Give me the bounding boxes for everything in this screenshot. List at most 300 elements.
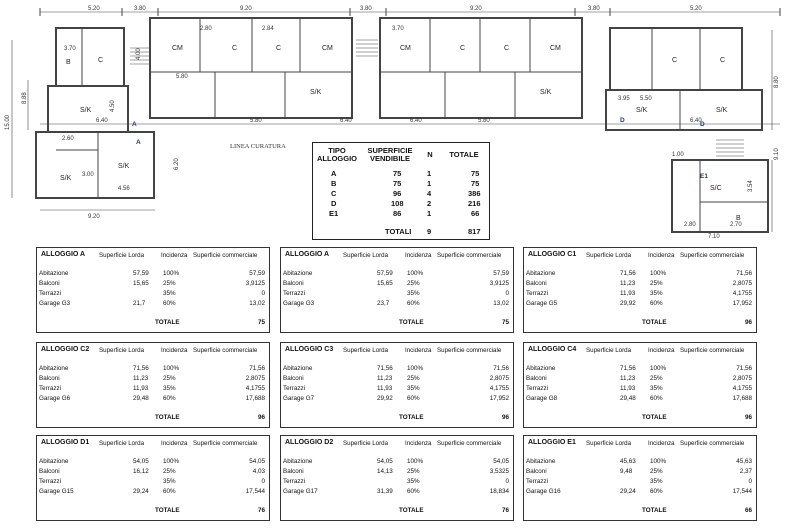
room-label: B xyxy=(66,59,71,66)
row-commerciale: 2,8075 xyxy=(732,280,752,287)
header-superficie-commerciale: Superficie commerciale xyxy=(437,252,502,259)
room-label: CM xyxy=(400,45,411,52)
room-label: CM xyxy=(172,45,183,52)
unit-card-title: ALLOGGIO C3 xyxy=(285,346,334,353)
row-label: Terrazzi xyxy=(39,385,62,392)
unit-card-title: ALLOGGIO D2 xyxy=(285,439,334,446)
dim-small-14: 3.54 xyxy=(748,180,754,192)
header-incidenza: Incidenza xyxy=(405,347,432,354)
summary-table xyxy=(312,142,490,240)
row-commerciale: 13,02 xyxy=(249,300,265,307)
unit-card xyxy=(36,342,270,428)
summary-tipo: D xyxy=(331,199,337,208)
row-label: Terrazzi xyxy=(39,290,62,297)
room-label: S/K xyxy=(80,107,92,114)
row-incidenza: 60% xyxy=(163,395,176,402)
row-incidenza: 100% xyxy=(650,458,667,465)
unit-card-row xyxy=(524,488,756,498)
row-label: Balconi xyxy=(39,468,60,475)
row-commerciale: 2,8075 xyxy=(489,375,509,382)
row-superficie: 11,93 xyxy=(377,385,393,392)
row-incidenza: 25% xyxy=(650,375,663,382)
dim-small-1: 3.70 xyxy=(64,46,76,52)
row-commerciale: 3,5325 xyxy=(489,468,509,475)
row-incidenza: 100% xyxy=(163,458,180,465)
row-commerciale: 54,05 xyxy=(249,458,265,465)
row-superficie: 11,23 xyxy=(377,375,393,382)
row-commerciale: 4,1755 xyxy=(245,385,265,392)
summary-col-n: N xyxy=(427,150,433,159)
row-label: Garage G3 xyxy=(283,300,315,307)
row-superficie: 71,56 xyxy=(620,365,636,372)
row-label: Terrazzi xyxy=(526,385,549,392)
row-label: Terrazzi xyxy=(283,478,306,485)
room-label: C xyxy=(460,45,466,52)
dim-small-13: 2.70 xyxy=(730,222,742,228)
dim-mid-3: 6.40 xyxy=(340,118,352,124)
row-label: Garage G6 xyxy=(39,395,71,402)
header-superficie-commerciale: Superficie commerciale xyxy=(680,347,745,354)
row-commerciale: 71,56 xyxy=(736,365,752,372)
row-commerciale: 17,952 xyxy=(732,300,752,307)
row-label: Terrazzi xyxy=(39,478,62,485)
unit-card-row xyxy=(524,385,756,395)
dim-small-12: 2.80 xyxy=(684,222,696,228)
unit-card-row xyxy=(281,458,513,468)
unit-card-row xyxy=(281,395,513,405)
row-label: Abitazione xyxy=(39,365,69,372)
unit-card-title: ALLOGGIO E1 xyxy=(528,439,576,446)
unit-card-row xyxy=(524,395,756,405)
header-incidenza: Incidenza xyxy=(161,440,188,447)
row-commerciale: 17,544 xyxy=(245,488,265,495)
header-incidenza: Incidenza xyxy=(405,440,432,447)
header-superficie-lorda: Superficie Lorda xyxy=(343,347,389,354)
row-incidenza: 35% xyxy=(163,385,176,392)
summary-col-totale: TOTALE xyxy=(449,150,479,159)
row-commerciale: 71,56 xyxy=(493,365,509,372)
dim-small-18: 4.50 xyxy=(110,100,116,112)
row-label: Balconi xyxy=(526,280,547,287)
row-incidenza: 25% xyxy=(163,375,176,382)
unit-card-row xyxy=(281,270,513,280)
unit-card-row xyxy=(281,478,513,488)
unit-card-row xyxy=(281,300,513,310)
unit-card xyxy=(280,435,514,521)
row-incidenza: 35% xyxy=(407,385,420,392)
total-value: 96 xyxy=(744,319,752,326)
room-label: S/C xyxy=(710,185,722,192)
summary-row xyxy=(313,169,489,179)
row-incidenza: 60% xyxy=(163,300,176,307)
summary-sup: 108 xyxy=(391,199,404,208)
summary-tipo: C xyxy=(331,189,337,198)
summary-n: 4 xyxy=(427,189,432,198)
row-label: Terrazzi xyxy=(283,290,306,297)
unit-card-title: ALLOGGIO C4 xyxy=(528,346,577,353)
row-incidenza: 60% xyxy=(650,488,663,495)
unit-card-title: ALLOGGIO C2 xyxy=(41,346,90,353)
row-incidenza: 100% xyxy=(163,270,180,277)
row-superficie: 45,63 xyxy=(620,458,636,465)
total-label: TOTALE xyxy=(399,507,424,514)
summary-col-tipo: TIPO ALLOGGIO xyxy=(317,146,357,163)
summary-n: 2 xyxy=(427,199,432,208)
dim-top-6: 3.80 xyxy=(588,6,600,12)
row-incidenza: 60% xyxy=(407,395,420,402)
summary-tipo: A xyxy=(331,169,337,178)
unit-card-row xyxy=(37,290,269,300)
row-superficie: 57,59 xyxy=(377,270,393,277)
header-incidenza: Incidenza xyxy=(161,252,188,259)
row-label: Abitazione xyxy=(283,365,313,372)
row-label: Garage G15 xyxy=(39,488,74,495)
row-commerciale: 3,9125 xyxy=(489,280,509,287)
header-superficie-commerciale: Superficie commerciale xyxy=(680,252,745,259)
row-incidenza: 100% xyxy=(163,365,180,372)
row-commerciale: 0 xyxy=(748,478,752,485)
section-marker: A xyxy=(136,139,141,146)
row-incidenza: 35% xyxy=(163,478,176,485)
row-label: Balconi xyxy=(526,468,547,475)
row-superficie: 11,23 xyxy=(133,375,149,382)
row-commerciale: 4,03 xyxy=(252,468,265,475)
room-label: S/K xyxy=(716,107,728,114)
dim-small-11: 1.00 xyxy=(672,152,684,158)
row-commerciale: 4,1755 xyxy=(489,385,509,392)
unit-card-row xyxy=(524,468,756,478)
row-superficie: 54,05 xyxy=(377,458,393,465)
row-label: Abitazione xyxy=(526,458,556,465)
row-commerciale: 57,59 xyxy=(249,270,265,277)
summary-tot: 216 xyxy=(468,199,481,208)
total-value: 96 xyxy=(744,414,752,421)
row-incidenza: 60% xyxy=(163,488,176,495)
row-superficie: 29,24 xyxy=(133,488,149,495)
unit-card-title: ALLOGGIO A xyxy=(41,251,86,258)
summary-tipo: B xyxy=(331,179,337,188)
row-commerciale: 54,05 xyxy=(493,458,509,465)
row-commerciale: 71,56 xyxy=(249,365,265,372)
row-incidenza: 25% xyxy=(407,375,420,382)
total-value: 75 xyxy=(501,319,509,326)
row-incidenza: 100% xyxy=(407,458,424,465)
row-superficie: 71,56 xyxy=(620,270,636,277)
row-superficie: 71,56 xyxy=(133,365,149,372)
header-superficie-commerciale: Superficie commerciale xyxy=(437,347,502,354)
row-commerciale: 0 xyxy=(505,478,509,485)
total-value: 76 xyxy=(257,507,265,514)
dim-top-7: 5.20 xyxy=(690,6,702,12)
unit-card-row xyxy=(524,375,756,385)
room-label: C xyxy=(98,57,104,64)
row-superficie: 54,05 xyxy=(133,458,149,465)
header-superficie-commerciale: Superficie commerciale xyxy=(437,440,502,447)
dim-mid-5: 5.80 xyxy=(478,118,490,124)
unit-card-row xyxy=(281,385,513,395)
row-superficie: 29,48 xyxy=(133,395,149,402)
row-label: Abitazione xyxy=(283,458,313,465)
dim-small-19: 3.00 xyxy=(82,172,94,178)
row-label: Garage G5 xyxy=(526,300,558,307)
row-superficie: 15,65 xyxy=(133,280,149,287)
header-superficie-commerciale: Superficie commerciale xyxy=(193,252,258,259)
row-superficie: 29,92 xyxy=(377,395,393,402)
header-superficie-commerciale: Superficie commerciale xyxy=(193,347,258,354)
dim-right-2: 9.10 xyxy=(774,148,780,160)
row-commerciale: 2,37 xyxy=(739,468,752,475)
header-superficie-lorda: Superficie Lorda xyxy=(99,440,145,447)
room-label: C xyxy=(504,45,510,52)
summary-tot: 75 xyxy=(471,179,480,188)
dim-small-7: 5.50 xyxy=(640,96,652,102)
room-label: S/K xyxy=(60,175,72,182)
room-label: CM xyxy=(550,45,561,52)
unit-card xyxy=(523,435,757,521)
unit-card-title: ALLOGGIO A xyxy=(285,251,330,258)
summary-tot: 75 xyxy=(471,169,480,178)
dim-top-3: 9.20 xyxy=(240,6,252,12)
row-incidenza: 60% xyxy=(650,395,663,402)
row-label: Balconi xyxy=(283,280,304,287)
row-label: Garage G7 xyxy=(283,395,315,402)
row-superficie: 11,93 xyxy=(620,290,636,297)
row-superficie: 71,56 xyxy=(377,365,393,372)
curve-label: LINEA CURATURA xyxy=(230,143,286,150)
dim-mid-6: 6.40 xyxy=(690,118,702,124)
dim-small-16: 9.20 xyxy=(88,214,100,220)
room-label: S/K xyxy=(310,89,322,96)
row-incidenza: 25% xyxy=(650,280,663,287)
row-superficie: 29,24 xyxy=(620,488,636,495)
dim-top-1: 5.20 xyxy=(88,6,100,12)
summary-tot: 66 xyxy=(471,209,480,218)
room-label: C xyxy=(232,45,238,52)
summary-totals-n: 9 xyxy=(427,227,432,236)
total-value: 66 xyxy=(744,507,752,514)
row-incidenza: 35% xyxy=(407,290,420,297)
row-commerciale: 0 xyxy=(261,478,265,485)
header-superficie-commerciale: Superficie commerciale xyxy=(680,440,745,447)
unit-card-row xyxy=(37,488,269,498)
row-commerciale: 17,952 xyxy=(489,395,509,402)
dim-small-9: 2.60 xyxy=(62,136,74,142)
unit-card-row xyxy=(37,478,269,488)
summary-totals-row xyxy=(313,227,489,237)
row-incidenza: 35% xyxy=(650,478,663,485)
row-superficie: 11,93 xyxy=(620,385,636,392)
summary-row xyxy=(313,189,489,199)
row-superficie: 14,13 xyxy=(377,468,393,475)
row-incidenza: 25% xyxy=(163,468,176,475)
unit-card xyxy=(523,247,757,333)
room-label: CM xyxy=(322,45,333,52)
header-incidenza: Incidenza xyxy=(648,347,675,354)
row-superficie: 11,93 xyxy=(133,385,149,392)
row-superficie: 16,12 xyxy=(133,468,149,475)
row-commerciale: 4,1755 xyxy=(732,290,752,297)
total-label: TOTALE xyxy=(155,319,180,326)
row-incidenza: 60% xyxy=(407,488,420,495)
unit-cards xyxy=(0,244,800,532)
unit-card-title: ALLOGGIO C1 xyxy=(528,251,577,258)
section-marker: D xyxy=(620,117,625,124)
header-superficie-lorda: Superficie Lorda xyxy=(343,440,389,447)
summary-row xyxy=(313,209,489,219)
unit-card-row xyxy=(281,290,513,300)
unit-card-row xyxy=(37,458,269,468)
unit-card xyxy=(280,247,514,333)
unit-card-row xyxy=(37,365,269,375)
dim-mid-2: 5.80 xyxy=(250,118,262,124)
unit-card-row xyxy=(281,365,513,375)
header-incidenza: Incidenza xyxy=(405,252,432,259)
summary-totals-label: TOTALI xyxy=(385,227,412,236)
dim-small-8: 4.56 xyxy=(118,186,130,192)
total-label: TOTALE xyxy=(155,507,180,514)
row-superficie: 29,92 xyxy=(620,300,636,307)
row-superficie: 31,39 xyxy=(377,488,393,495)
row-commerciale: 17,544 xyxy=(732,488,752,495)
row-label: Balconi xyxy=(283,375,304,382)
total-value: 76 xyxy=(501,507,509,514)
row-incidenza: 35% xyxy=(407,478,420,485)
dim-small-6: 3.70 xyxy=(392,26,404,32)
row-superficie: 29,48 xyxy=(620,395,636,402)
total-label: TOTALE xyxy=(399,414,424,421)
row-label: Terrazzi xyxy=(526,478,549,485)
dim-left-1: 15.00 xyxy=(5,114,11,130)
room-label: B xyxy=(736,215,741,222)
header-superficie-commerciale: Superficie commerciale xyxy=(193,440,258,447)
row-commerciale: 3,9125 xyxy=(245,280,265,287)
dim-small-15: 7.10 xyxy=(708,234,720,238)
unit-card-row xyxy=(37,385,269,395)
row-label: Balconi xyxy=(283,468,304,475)
row-incidenza: 25% xyxy=(407,468,420,475)
row-incidenza: 35% xyxy=(650,385,663,392)
row-commerciale: 13,02 xyxy=(493,300,509,307)
unit-card-row xyxy=(524,458,756,468)
unit-card xyxy=(36,247,270,333)
row-label: Terrazzi xyxy=(526,290,549,297)
unit-card-row xyxy=(524,365,756,375)
row-commerciale: 0 xyxy=(261,290,265,297)
dim-mid-1: 6.40 xyxy=(96,118,108,124)
row-incidenza: 25% xyxy=(407,280,420,287)
unit-card-row xyxy=(281,280,513,290)
row-label: Garage G8 xyxy=(526,395,558,402)
dim-left-2: 8.88 xyxy=(22,92,28,104)
header-incidenza: Incidenza xyxy=(648,252,675,259)
unit-card-row xyxy=(524,300,756,310)
header-incidenza: Incidenza xyxy=(648,440,675,447)
row-label: Terrazzi xyxy=(283,385,306,392)
row-incidenza: 100% xyxy=(650,270,667,277)
unit-card-row xyxy=(37,270,269,280)
row-label: Balconi xyxy=(526,375,547,382)
section-marker: E1 xyxy=(700,173,708,180)
unit-card-row xyxy=(37,468,269,478)
row-label: Balconi xyxy=(39,375,60,382)
row-label: Garage G17 xyxy=(283,488,318,495)
header-superficie-lorda: Superficie Lorda xyxy=(99,347,145,354)
summary-n: 1 xyxy=(427,179,432,188)
row-label: Abitazione xyxy=(39,458,69,465)
summary-sup: 96 xyxy=(393,189,402,198)
unit-card-row xyxy=(37,375,269,385)
dim-small-5: 5.80 xyxy=(176,74,188,80)
row-label: Garage G3 xyxy=(39,300,71,307)
total-label: TOTALE xyxy=(399,319,424,326)
unit-card xyxy=(523,342,757,428)
row-superficie: 57,59 xyxy=(133,270,149,277)
header-incidenza: Incidenza xyxy=(161,347,188,354)
row-superficie: 11,23 xyxy=(620,375,636,382)
total-value: 75 xyxy=(257,319,265,326)
room-label: C xyxy=(720,57,726,64)
dim-small-3: 2.84 xyxy=(262,26,274,32)
row-incidenza: 100% xyxy=(407,365,424,372)
dim-small-17: 6.20 xyxy=(174,158,180,170)
summary-sup: 75 xyxy=(393,179,402,188)
unit-card-row xyxy=(37,395,269,405)
room-label: S/K xyxy=(540,89,552,96)
row-incidenza: 35% xyxy=(650,290,663,297)
row-commerciale: 2,8075 xyxy=(732,375,752,382)
unit-card-row xyxy=(281,468,513,478)
row-incidenza: 25% xyxy=(163,280,176,287)
row-commerciale: 4,1755 xyxy=(732,385,752,392)
unit-card xyxy=(280,342,514,428)
row-commerciale: 17,688 xyxy=(245,395,265,402)
summary-sup: 75 xyxy=(393,169,402,178)
section-marker: D xyxy=(700,121,705,128)
unit-card xyxy=(36,435,270,521)
row-label: Balconi xyxy=(39,280,60,287)
unit-card-row xyxy=(524,478,756,488)
row-superficie: 15,65 xyxy=(377,280,393,287)
row-incidenza: 25% xyxy=(650,468,663,475)
dim-top-2: 3.80 xyxy=(134,6,146,12)
summary-tipo: E1 xyxy=(329,209,339,218)
dim-right-1: 8.80 xyxy=(774,76,780,88)
unit-card-row xyxy=(524,280,756,290)
row-superficie: 21,7 xyxy=(133,300,146,307)
unit-card-row xyxy=(281,375,513,385)
unit-card-row xyxy=(37,300,269,310)
header-superficie-lorda: Superficie Lorda xyxy=(99,252,145,259)
dim-small-4: 4.00 xyxy=(136,48,142,60)
row-incidenza: 35% xyxy=(163,290,176,297)
room-label: C xyxy=(672,57,678,64)
row-label: Abitazione xyxy=(283,270,313,277)
row-label: Garage G16 xyxy=(526,488,561,495)
summary-totals-tot: 817 xyxy=(468,227,481,236)
header-superficie-lorda: Superficie Lorda xyxy=(586,440,632,447)
row-commerciale: 18,834 xyxy=(489,488,509,495)
unit-card-row xyxy=(524,290,756,300)
room-label: S/K xyxy=(636,107,648,114)
total-label: TOTALE xyxy=(155,414,180,421)
total-label: TOTALE xyxy=(642,507,667,514)
section-marker: A xyxy=(132,121,137,128)
row-incidenza: 60% xyxy=(650,300,663,307)
total-value: 96 xyxy=(501,414,509,421)
summary-row xyxy=(313,199,489,209)
header-superficie-lorda: Superficie Lorda xyxy=(343,252,389,259)
row-commerciale: 71,56 xyxy=(736,270,752,277)
